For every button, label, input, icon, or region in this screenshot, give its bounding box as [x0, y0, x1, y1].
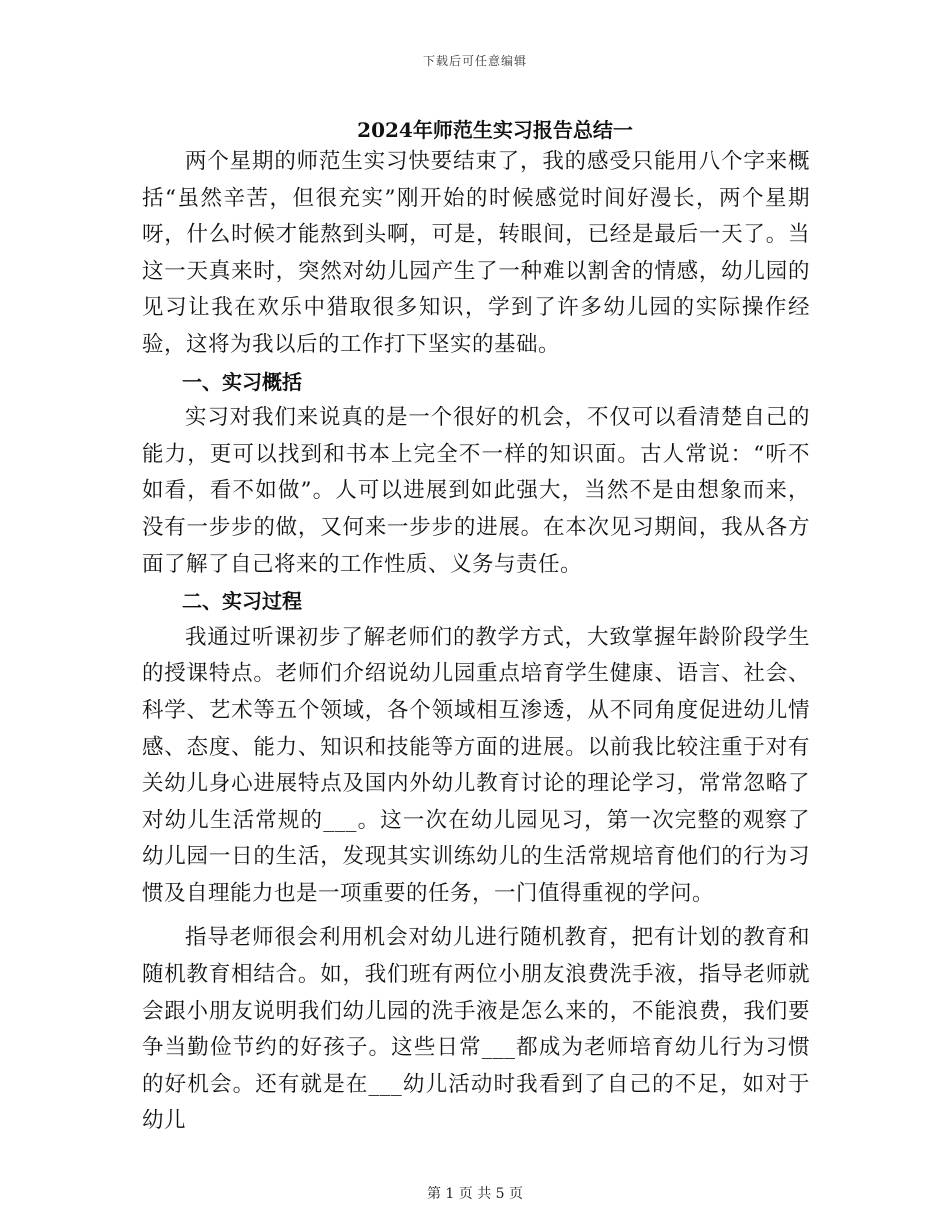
- paragraph-gap: [142, 912, 810, 920]
- document-title: 2024年师范生实习报告总结一: [357, 118, 633, 142]
- process-paragraph-2: 指导老师很会利用机会对幼儿进行随机教育，把有计划的教育和随机教育相结合。如，我们班有两位小朋友浪费洗手液，指导老师就会跟小朋友说明我们幼儿园的洗手液是怎么来的，不能浪费，我们要争当勤俭节约的好孩子。这些日常___都成为老师培育幼儿行为习惯的好机会。还有就是在___幼儿活动时我看到了自己的不足，如对于幼儿: [142, 925, 810, 1134]
- section-heading-overview: 一、实习概括: [182, 369, 302, 394]
- header-note: 下载后可任意编辑: [422, 54, 527, 68]
- document-body: [142, 144, 810, 1140]
- overview-paragraph: 实习对我们来说真的是一个很好的机会，不仅可以看清楚自己的能力，更可以找到和书本上完全不一样的知识面。古人常说：“听不如看，看不如做”。人可以进展到如此强大，当然不是由想象而来，没有一步步的做，又何来一步步的进展。在本次见习期间，我从各方面了解了自己将来的工作性质、义务与责任。: [142, 405, 810, 577]
- page-number: 第 1 页 共 5 页: [426, 1186, 524, 1202]
- section-heading-process: 二、实习过程: [182, 589, 302, 614]
- intro-paragraph: 两个星期的师范生实习快要结束了，我的感受只能用八个字来概括“虽然辛苦，但很充实”刚开始的时候感觉时间好漫长，两个星期呀，什么时候才能熬到头啊，可是，转眼间，已经是最后一天了。当这一天真来时，突然对幼儿园产生了一种难以割舍的情感，幼儿园的见习让我在欢乐中猎取很多知识，学到了许多幼儿园的实际操作经验，这将为我以后的工作打下坚实的基础。: [142, 149, 810, 357]
- process-paragraph-1: 我通过听课初步了解老师们的教学方式，大致掌握年龄阶段学生的授课特点。老师们介绍说幼儿园重点培育学生健康、语言、社会、科学、艺术等五个领域，各个领域相互渗透，从不同角度促进幼儿情感、态度、能力、知识和技能等方面的进展。以前我比较注重于对有关幼儿身心进展特点及国内外幼儿教育讨论的理论学习，常常忽略了对幼儿生活常规的___。这一次在幼儿园见习，第一次完整的观察了幼儿园一日的生活，发现其实训练幼儿的生活常规培育他们的行为习惯及自理能力也是一项重要的任务，一门值得重视的学问。: [142, 624, 810, 906]
